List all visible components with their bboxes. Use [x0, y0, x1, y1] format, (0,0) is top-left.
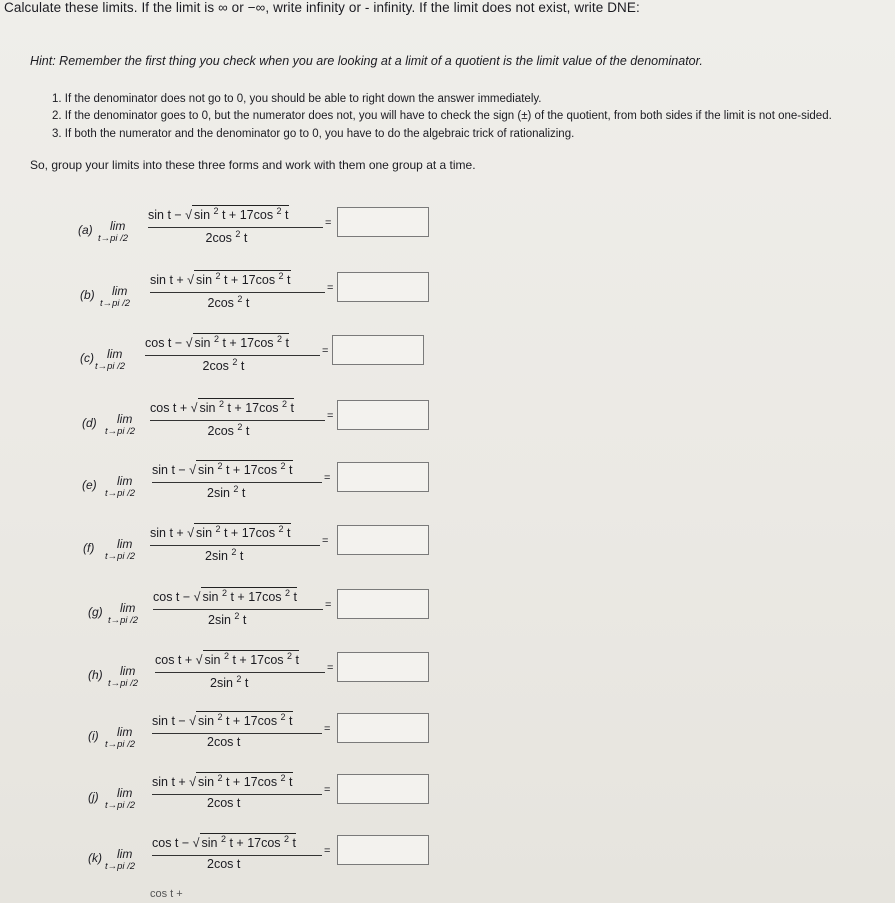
equals-sign: =: [322, 345, 329, 357]
radicand: sin $^2$ t + 17cos $^2$ t: [194, 206, 289, 223]
limit-approach: t→pi /2: [105, 551, 136, 562]
equals-sign: =: [324, 723, 331, 735]
radicand: sin $^2$ t + 17cos $^2$ t: [196, 524, 291, 541]
numerator-lead: cos t +: [150, 401, 191, 416]
denominator: 2cos $^2$ t: [202, 357, 245, 374]
numerator-lead: cos t −: [153, 590, 194, 605]
numerator-lead: sin t +: [152, 775, 190, 790]
lim-word: lim: [112, 284, 128, 298]
denominator: 2sin $^2$ t: [208, 611, 247, 628]
radicand: sin $^2$ t + 17cos $^2$ t: [204, 651, 299, 668]
answer-input[interactable]: [337, 207, 429, 237]
denominator: 2sin $^2$ t: [207, 484, 246, 501]
lim-word: lim: [117, 725, 133, 739]
answer-input[interactable]: [337, 525, 429, 555]
sqrt-icon: √: [187, 526, 195, 541]
numerator: [145, 333, 289, 350]
lim-word: lim: [117, 537, 133, 551]
problem-label: (g): [88, 605, 103, 619]
numerator: [150, 523, 291, 540]
radicand: sin $^2$ t + 17cos $^2$ t: [198, 712, 293, 729]
lim-word: lim: [117, 847, 133, 861]
limit-problem: [0, 523, 895, 583]
problem-label: (d): [82, 416, 97, 430]
limit-approach: t→pi /2: [95, 361, 126, 372]
limit-approach: t→pi /2: [98, 233, 129, 244]
lim-word: lim: [117, 412, 133, 426]
limit-problem: [0, 460, 895, 520]
lim-word: lim: [110, 219, 126, 233]
rule-3: 3. If both the numerator and the denominator go to 0, you have to do the algebraic trick of rationalizing.: [52, 128, 575, 140]
radicand: sin $^2$ t + 17cos $^2$ t: [199, 399, 294, 416]
limit-problem: [0, 333, 895, 393]
answer-input[interactable]: [332, 335, 424, 365]
denominator: 2cos t: [207, 796, 241, 810]
numerator: [150, 270, 291, 287]
fraction-bar: [150, 545, 320, 546]
lim-word: lim: [120, 664, 136, 678]
fraction-bar: [155, 672, 325, 673]
limit-approach: t→pi /2: [105, 800, 136, 811]
numerator-lead: sin t +: [150, 273, 188, 288]
answer-input[interactable]: [337, 589, 429, 619]
answer-input[interactable]: [337, 652, 429, 682]
rule-2: 2. If the denominator goes to 0, but the numerator does not, you will have to check the sign (±) of the quotient, from both sides if the limit is not one-sided.: [52, 110, 832, 122]
numerator-lead: sin t −: [152, 463, 190, 478]
lim-word: lim: [120, 601, 136, 615]
fraction-bar: [152, 794, 322, 795]
radicand: sin $^2$ t + 17cos $^2$ t: [198, 461, 293, 478]
answer-input[interactable]: [337, 713, 429, 743]
limit-problem: [0, 587, 895, 647]
fraction-bar: [152, 482, 322, 483]
problem-label: (h): [88, 668, 103, 682]
equals-sign: =: [325, 599, 332, 611]
sqrt-icon: √: [185, 336, 193, 351]
denominator: 2cos t: [207, 857, 241, 871]
radicand: sin $^2$ t + 17cos $^2$ t: [201, 834, 296, 851]
numerator: [150, 398, 294, 415]
limit-problem: [0, 833, 895, 893]
fraction-bar: [152, 733, 322, 734]
sqrt-icon: √: [192, 836, 200, 851]
sqrt-icon: √: [195, 653, 203, 668]
denominator: 2cos $^2$ t: [207, 422, 250, 439]
equals-sign: =: [324, 845, 331, 857]
answer-input[interactable]: [337, 835, 429, 865]
limit-approach: t→pi /2: [108, 615, 139, 626]
numerator-lead: cos t +: [155, 653, 196, 668]
sqrt-icon: √: [185, 208, 193, 223]
group-note: So, group your limits into these three forms and work with them one group at a time.: [30, 158, 476, 172]
denominator: 2cos $^2$ t: [207, 294, 250, 311]
numerator-lead: sin t −: [148, 208, 186, 223]
radicand: sin $^2$ t + 17cos $^2$ t: [194, 334, 289, 351]
fraction-bar: [150, 292, 325, 293]
limit-approach: t→pi /2: [105, 739, 136, 750]
equals-sign: =: [324, 784, 331, 796]
sqrt-icon: √: [189, 463, 197, 478]
equals-sign: =: [327, 662, 334, 674]
numerator-lead: sin t −: [152, 714, 190, 729]
lim-word: lim: [107, 347, 123, 361]
hint-text: Hint: Remember the first thing you check when you are looking at a limit of a quotient is the limit value of the denominator.: [30, 54, 703, 68]
denominator: 2cos t: [207, 735, 241, 749]
rule-1: 1. If the denominator does not go to 0, you should be able to right down the answer immediately.: [52, 93, 542, 105]
limit-approach: t→pi /2: [105, 426, 136, 437]
numerator: [152, 460, 293, 477]
sqrt-icon: √: [190, 401, 198, 416]
fraction-bar: [145, 355, 320, 356]
problem-label: (b): [80, 288, 95, 302]
instructions-text: Calculate these limits. If the limit is ∞ or −∞, write infinity or - infinity. If the limit does not exist, write DNE:: [4, 0, 640, 15]
sqrt-icon: √: [193, 590, 201, 605]
cutoff-problem-text: cos t +: [150, 888, 183, 900]
numerator-lead: cos t −: [145, 336, 186, 351]
limit-approach: t→pi /2: [100, 298, 131, 309]
problem-label: (k): [88, 851, 102, 865]
problem-label: (f): [83, 541, 95, 555]
lim-word: lim: [117, 474, 133, 488]
equals-sign: =: [327, 410, 334, 422]
fraction-bar: [148, 227, 323, 228]
limit-problem: [0, 711, 895, 771]
radicand: sin $^2$ t + 17cos $^2$ t: [198, 773, 293, 790]
radicand: sin $^2$ t + 17cos $^2$ t: [202, 588, 297, 605]
problem-label: (c): [80, 351, 94, 365]
lim-word: lim: [117, 786, 133, 800]
sqrt-icon: √: [187, 273, 195, 288]
limit-problem: [0, 270, 895, 330]
equals-sign: =: [325, 217, 332, 229]
equals-sign: =: [322, 535, 329, 547]
limit-problem: [0, 398, 895, 458]
limit-problem: [0, 205, 895, 265]
problem-label: (e): [82, 478, 97, 492]
answer-input[interactable]: [337, 462, 429, 492]
answer-input[interactable]: [337, 774, 429, 804]
denominator: 2sin $^2$ t: [205, 547, 244, 564]
limit-problem: [0, 650, 895, 710]
fraction-bar: [153, 609, 323, 610]
denominator: 2cos $^2$ t: [205, 229, 248, 246]
numerator: [148, 205, 289, 222]
fraction-bar: [150, 420, 325, 421]
radicand: sin $^2$ t + 17cos $^2$ t: [196, 271, 291, 288]
numerator: [155, 650, 299, 667]
numerator: [153, 587, 297, 604]
answer-input[interactable]: [337, 400, 429, 430]
denominator: 2sin $^2$ t: [210, 674, 249, 691]
limit-approach: t→pi /2: [105, 861, 136, 872]
answer-input[interactable]: [337, 272, 429, 302]
numerator-lead: cos t −: [152, 836, 193, 851]
fraction-bar: [152, 855, 322, 856]
problem-label: (j): [88, 790, 99, 804]
problem-label: (i): [88, 729, 99, 743]
problem-label: (a): [78, 223, 93, 237]
sqrt-icon: √: [189, 714, 197, 729]
equals-sign: =: [327, 282, 334, 294]
limit-problem: [0, 772, 895, 832]
numerator-lead: sin t +: [150, 526, 188, 541]
numerator: [152, 711, 293, 728]
limit-approach: t→pi /2: [108, 678, 139, 689]
sqrt-icon: √: [189, 775, 197, 790]
numerator: [152, 833, 296, 850]
limit-approach: t→pi /2: [105, 488, 136, 499]
numerator: [152, 772, 293, 789]
equals-sign: =: [324, 472, 331, 484]
